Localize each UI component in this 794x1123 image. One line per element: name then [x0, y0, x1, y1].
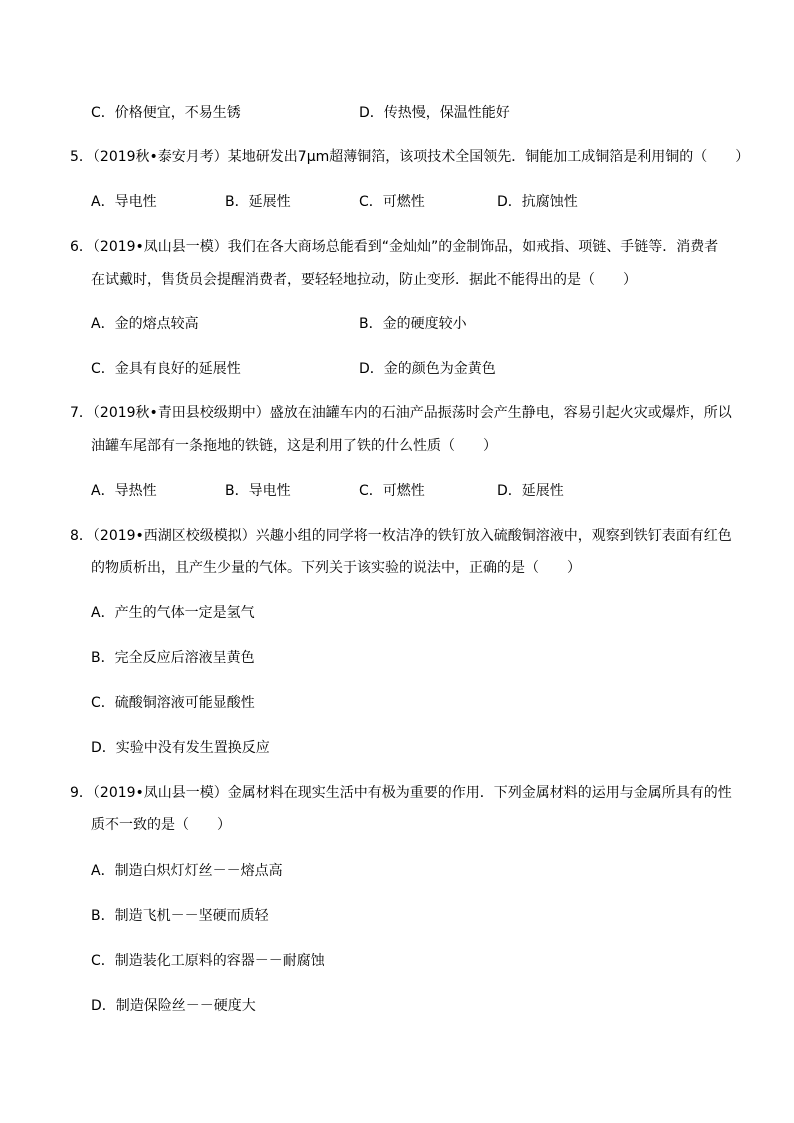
- q8-option-b: B．完全反应后溶液呈黄色: [91, 650, 255, 666]
- q5-option-c: C．可燃性: [359, 194, 425, 210]
- q9-option-c: C．制造装化工原料的容器－－耐腐蚀: [91, 953, 325, 969]
- q5-option-d: D．抗腐蚀性: [497, 194, 578, 210]
- q7-stem-line1: 7．（2019秋•青田县校级期中）盛放在油罐车内的石油产品振荡时会产生静电，容易引起火灾或爆炸，所以: [70, 405, 732, 421]
- q4-option-d: D．传热慢，保温性能好: [359, 105, 510, 121]
- q7-option-d: D．延展性: [497, 483, 564, 499]
- q7-option-b: B．导电性: [225, 483, 291, 499]
- q8-option-a: A．产生的气体一定是氢气: [91, 605, 255, 621]
- q6-option-c: C．金具有良好的延展性: [91, 361, 241, 377]
- q8-stem-line2: 的物质析出，且产生少量的气体。下列关于该实验的说法中，正确的是（ ）: [91, 560, 581, 576]
- q6-stem-line1: 6．（2019•凤山县一模）我们在各大商场总能看到“金灿灿”的金制饰品，如戒指、项链、手链等．消费者: [70, 239, 719, 255]
- q7-option-c: C．可燃性: [359, 483, 425, 499]
- q5-option-b: B．延展性: [225, 194, 291, 210]
- q5-option-a: A．导电性: [91, 194, 157, 210]
- q7-stem-line2: 油罐车尾部有一条拖地的铁链，这是利用了铁的什么性质（ ）: [91, 438, 497, 454]
- q6-option-a: A．金的熔点较高: [91, 316, 199, 332]
- q9-option-b: B．制造飞机－－坚硬而质轻: [91, 908, 269, 924]
- q8-stem-line1: 8．（2019•西湖区校级模拟）兴趣小组的同学将一枚洁净的铁钉放入硫酸铜溶液中，观察到铁钉表面有红色: [70, 528, 732, 544]
- q6-option-d: D．金的颜色为金黄色: [359, 361, 496, 377]
- q9-option-d: D．制造保险丝－－硬度大: [91, 998, 256, 1014]
- q6-option-b: B．金的硬度较小: [359, 316, 467, 332]
- q8-option-c: C．硫酸铜溶液可能显酸性: [91, 695, 255, 711]
- q5-stem: 5．（2019秋•泰安月考）某地研发出7μm超薄铜箔，该项技术全国领先．铜能加工成铜箔是利用铜的（ ）: [70, 149, 750, 165]
- q9-option-a: A．制造白炽灯灯丝－－熔点高: [91, 863, 283, 879]
- q7-option-a: A．导热性: [91, 483, 157, 499]
- q8-option-d: D．实验中没有发生置换反应: [91, 740, 270, 756]
- q9-stem-line2: 质不一致的是（ ）: [91, 817, 231, 833]
- q4-option-c: C．价格便宜，不易生锈: [91, 105, 241, 121]
- q6-stem-line2: 在试戴时，售货员会提醒消费者，要轻轻地拉动，防止变形．据此不能得出的是（ ）: [91, 272, 637, 288]
- q9-stem-line1: 9．（2019•凤山县一模）金属材料在现实生活中有极为重要的作用．下列金属材料的运用与金属所具有的性: [70, 785, 732, 801]
